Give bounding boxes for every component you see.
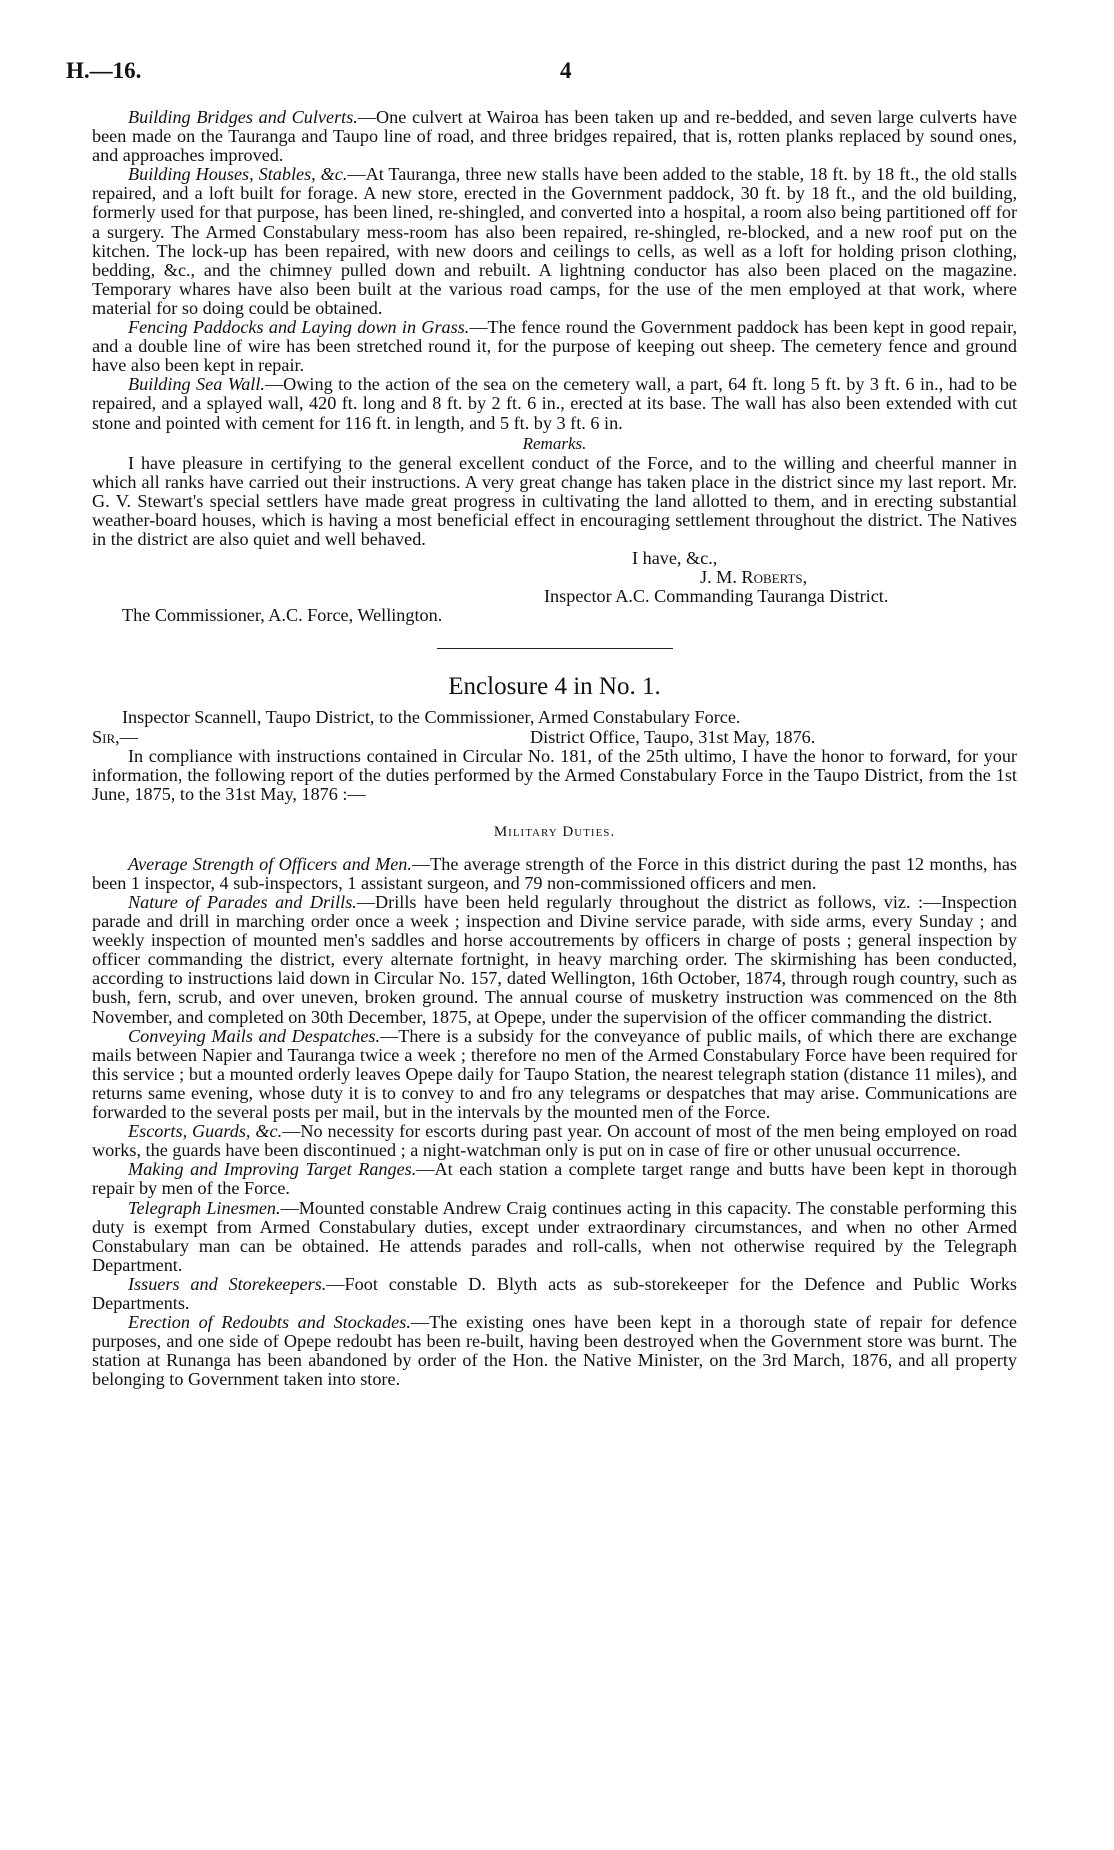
section-heading-military-duties: Military Duties.: [493, 823, 616, 840]
paragraph-body: —At Tauranga, three new stalls have been added to the stable, 18 ft. by 18 ft., the old stalls repaired, and a loft built for forage. A new store, erected in the Government paddock, 30 ft. by 18 ft., and the old building, formerly used for that purpose, has been lined, re-shingled, and converted into a hospital, a room also being partitioned off for a surgery. The Armed Constabulary mess-room has also been repaired, re-shingled, re-blocked, and a new roof put on the kitchen. The lock-up has been repaired, with new doors and ceilings to cells, as well as a loft for holding prison clothing, bedding, &c., and the chimney pulled down and rebuilt. A lightning conductor has also been placed on the magazine. Temporary whares have also been built at the various road camps, for the use of the men employed at that work, where material for so doing could be obtained.: [92, 164, 1017, 318]
paragraph-building-houses: [92, 165, 1017, 318]
paragraph-average-strength: [92, 855, 1017, 893]
paragraph-redoubts-stockades: [92, 1313, 1017, 1389]
paragraph-title: Erection of Redoubts and Stockades.: [128, 1312, 411, 1333]
paragraph-body: —The average strength of the Force in this district during the past 12 months, has been 1 inspector, 4 sub-inspectors, 1 assistant surgeon, and 79 non-commissioned officers and men.: [92, 853, 1017, 893]
signature-closing: I have, &c.,: [632, 548, 718, 569]
salutation: Sir,—: [92, 726, 138, 747]
document-page: [66, 58, 1018, 1390]
paragraph-parades-drills: [92, 893, 1017, 1027]
paragraph-body: —At each station a complete target range and butts have been kept in thorough repair by men of the Force.: [92, 1159, 1017, 1199]
paragraph-body: —Mounted constable Andrew Craig continues acting in this capacity. The constable performing this duty is exempt from Armed Constabulary duties, except under extraordinary circumstances, and when no other Armed Constabulary man can be obtained. He attends parades and roll-calls, when not otherwise required by the Telegraph Department.: [92, 1197, 1017, 1275]
enclosure-subtitle: Inspector Scannell, Taupo District, to the Commissioner, Armed Constabulary Force.: [122, 706, 741, 727]
paragraph-body: —One culvert at Wairoa has been taken up and re-bedded, and seven large culverts have been made on the Tauranga and Taupo line of road, and three bridges repaired, that is, rotten planks replaced by sound ones, and approaches improved.: [92, 107, 1017, 166]
signature-name: J. M. Roberts,: [700, 567, 808, 588]
office-dateline: District Office, Taupo, 31st May, 1876.: [530, 726, 816, 747]
section-divider: [437, 648, 673, 649]
remarks-paragraph: I have pleasure in certifying to the general excellent conduct of the Force, and to the willing and cheerful manner in which all ranks have carried out their instructions. A very great change has taken place in the district since my last report. Mr. G. V. Stewart's special settlers have made great progress in cultivating the land allotted to them, and in erecting substantial weather-board houses, which is having a most beneficial effect in encouraging settlement throughout the district. The Natives in the district are also quiet and well behaved.: [92, 452, 1017, 550]
paragraph-title: Building Sea Wall.: [128, 374, 265, 395]
paragraph-issuers-storekeepers: [92, 1275, 1017, 1313]
enclosure-intro: In compliance with instructions contained in Circular No. 181, of the 25th ultimo, I have the honor to forward, for your information, the following report of the duties performed by the Armed Constabulary Force in the Taupo District, from the 1st June, 1875, to the 31st May, 1876 :—: [92, 745, 1017, 804]
paragraph-body: —Foot constable D. Blyth acts as sub-storekeeper for the Defence and Public Works Departments.: [92, 1273, 1017, 1313]
signature-title: Inspector A.C. Commanding Tauranga District.: [544, 586, 889, 607]
paragraph-telegraph-linesmen: [92, 1199, 1017, 1275]
paragraph-title: Average Strength of Officers and Men.: [128, 853, 412, 874]
paragraph-body: —No necessity for escorts during past year. On account of most of the men being employed on road works, the guards have been discontinued ; a night-watchman only is put on in case of fire or other unusual occurrence.: [92, 1121, 1017, 1161]
paragraph-title: Nature of Parades and Drills.: [128, 892, 357, 912]
paragraph-body: —The existing ones have been kept in a thorough state of repair for defence purposes, and one side of Opepe redoubt has been re-built, having been destroyed when the Government store was burnt. The station at Runanga has been abandoned by order of the Hon. the Native Minister, on the 3rd March, 1876, and all property belonging to Government taken into store.: [92, 1312, 1017, 1390]
paragraph-escorts-guards: [92, 1122, 1017, 1160]
addressee: The Commissioner, A.C. Force, Wellington.: [122, 605, 443, 626]
paragraph-sea-wall: [92, 375, 1017, 432]
paragraph-building-bridges: [92, 108, 1017, 165]
paragraph-mails-despatches: [92, 1027, 1017, 1122]
page-number: 4: [560, 58, 572, 83]
paragraph-body: —Owing to the action of the sea on the cemetery wall, a part, 64 ft. long 5 ft. by 3 ft. 6 in., had to be repaired, and a splayed wall, 420 ft. long and 8 ft. by 2 ft. 6 in., erected at its base. The wall has also been extended with cut stone and pointed with cement for 116 ft. in length, and 5 ft. by 3 ft. 6 in.: [92, 374, 1017, 433]
paragraph-fencing-paddocks: [92, 318, 1017, 375]
paragraph-title: Building Bridges and Culverts.: [128, 107, 358, 127]
paragraph-target-ranges: [92, 1160, 1017, 1198]
paragraph-title: Making and Improving Target Ranges.: [128, 1159, 417, 1180]
paragraph-title: Issuers and Storekeepers.: [128, 1273, 327, 1294]
paragraph-body: —Drills have been held regularly throughout the district as follows, viz. :—Inspection parade and drill in marching order once a week ; inspection and Divine service parade, with side arms, every Sunday ; and weekly inspection of mounted men's saddles and horse accoutrements by officers in charge of posts ; general inspection by officer commanding the district, every alternate fortnight, in heavy marching order. The skirmishing has been conducted, according to instructions laid down in Circular No. 157, dated Wellington, 16th October, 1874, through rough country, such as bush, fern, scrub, and over uneven, broken ground. The annual course of musketry instruction was commenced on the 8th November, and completed on 30th December, 1875, at Opepe, under the supervision of the officer commanding the district.: [92, 892, 1018, 1027]
enclosure-title: Enclosure 4 in No. 1.: [448, 672, 661, 700]
salutation-row: [92, 727, 1017, 747]
paragraph-title: Building Houses, Stables, &c.: [128, 164, 348, 185]
paragraph-title: Conveying Mails and Despatches.: [128, 1025, 381, 1046]
remarks-heading: Remarks.: [522, 433, 587, 453]
paragraph-body: —The fence round the Government paddock has been kept in good repair, and a double line of wire has been stretched round it, for the purpose of keeping out sheep. The cemetery fence and ground have also been kept in repair.: [92, 317, 1017, 376]
paragraph-title: Telegraph Linesmen.: [128, 1197, 281, 1218]
paragraph-body: —There is a subsidy for the conveyance of public mails, of which there are exchange mails between Napier and Tauranga twice a week ; therefore no men of the Armed Constabulary Force have been required for this service ; but a mounted orderly leaves Opepe daily for Taupo Station, the nearest telegraph station (distance 11 miles), and returns same evening, whose duty it is to convey to and fro any telegrams or despatches that may arise. Communications are forwarded to the several posts per mail, but in the intervals by the mounted men of the Force.: [92, 1025, 1017, 1123]
paragraph-title: Fencing Paddocks and Laying down in Grass.: [128, 317, 470, 338]
page-header: [66, 58, 1017, 108]
paragraph-title: Escorts, Guards, &c.: [128, 1121, 283, 1142]
document-reference: H.—16.: [66, 58, 142, 83]
